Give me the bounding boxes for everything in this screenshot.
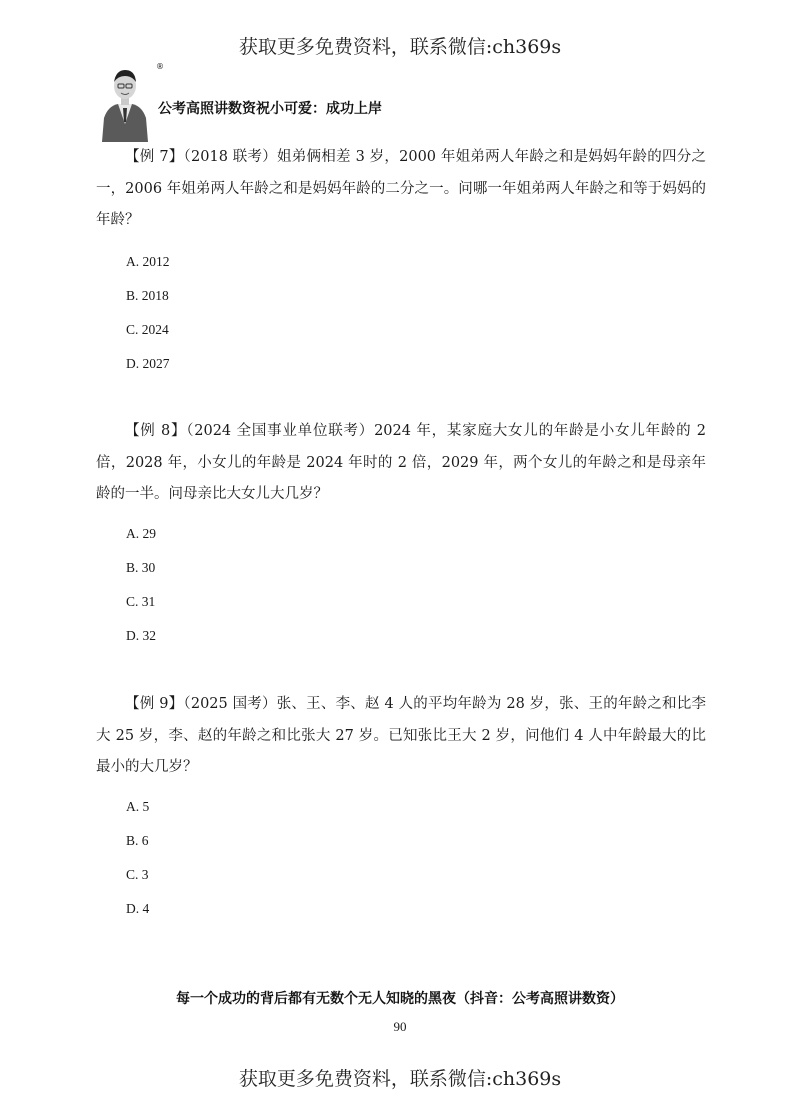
option-c: C. 2024 (126, 322, 169, 337)
question-text: 【例 7】（2018 联考）姐弟俩相差 3 岁，2000 年姐弟两人年龄之和是妈妈年龄的四分之一，2006 年姐弟两人年龄之和是妈妈年龄的二分之一。问哪一年姐弟两人年龄之和等于妈妈的年龄？ (96, 149, 706, 228)
option-a: A. 29 (126, 526, 156, 541)
option-a: A. 2012 (126, 254, 170, 269)
option-c: C. 31 (126, 594, 156, 609)
option-b: B. 30 (126, 560, 156, 575)
option-a: A. 5 (126, 799, 150, 814)
option-b: B. 6 (126, 833, 149, 848)
page-number: 90 (393, 1019, 407, 1034)
page-header (96, 62, 696, 142)
question-example-9 (96, 689, 706, 916)
option-c: C. 3 (126, 867, 149, 882)
question-text: 【例 8】（2024 全国事业单位联考）2024 年，某家庭大女儿的年龄是小女儿年龄的 2 倍，2028 年，小女儿的年龄是 2024 年时的 2 倍，2029 年，两个女儿的年龄之和是母亲年龄的一半。问母亲比大女儿大几岁？ (96, 423, 706, 502)
option-b: B. 2018 (126, 288, 169, 303)
option-d: D. 32 (126, 628, 156, 643)
question-example-8 (96, 416, 706, 643)
watermark-top: 获取更多免费资料，联系微信:ch369s (238, 36, 562, 58)
question-example-7 (96, 142, 706, 371)
option-d: D. 2027 (126, 356, 170, 371)
watermark-bottom: 获取更多免费资料，联系微信:ch369s (238, 1068, 562, 1090)
option-d: D. 4 (126, 901, 150, 916)
header-slogan: 公考高照讲数资祝小可爱：成功上岸 (158, 101, 382, 117)
registered-mark: ® (156, 62, 164, 71)
footer-motto: 每一个成功的背后都有无数个无人知晓的黑夜（抖音：公考高照讲数资） (176, 991, 624, 1007)
question-text: 【例 9】（2025 国考）张、王、李、赵 4 人的平均年龄为 28 岁，张、王的年龄之和比李大 25 岁，李、赵的年龄之和比张大 27 岁。已知张比王大 2 岁，问他们 4 人中年龄最大的比最小的大几岁？ (96, 696, 706, 775)
author-photo (96, 62, 154, 142)
